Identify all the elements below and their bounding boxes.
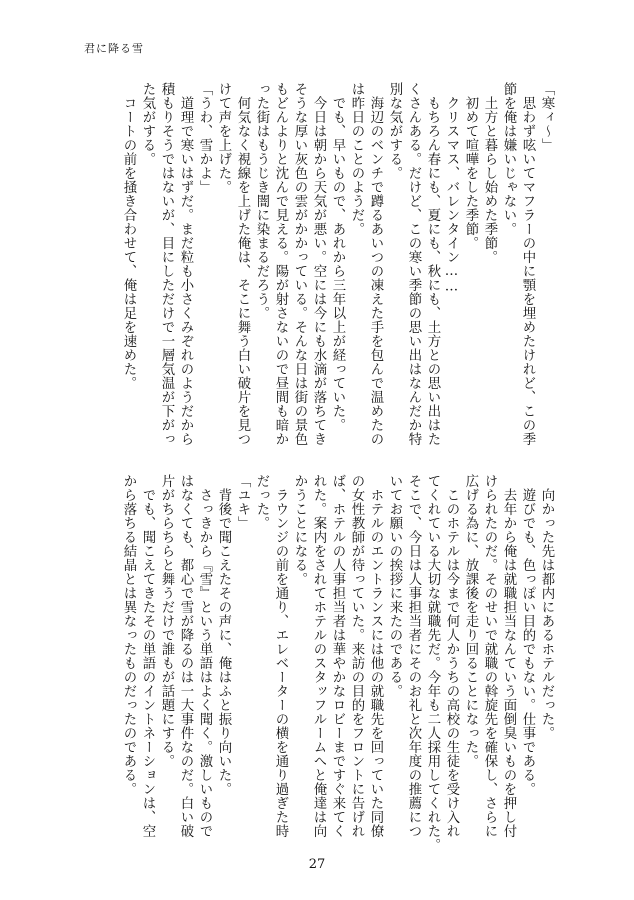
text-line: かうことになる。 [292,474,307,586]
text-line: そうな厚い灰色の雲がかかっている。そんな日は街の景色 [292,82,307,446]
text-line: はなくても、都心で雪が降るのは一大事件なのだ。白い破 [178,474,193,838]
text-line: 遊びでも、色っぽい目的でもない。仕事である。 [520,474,535,796]
text-line: そこで、今日は人事担当者にそのお礼と次年度の推薦につ [406,474,421,838]
text-line: 去年から俺は就職担当なんていう面倒臭いものを押し付 [501,474,516,838]
text-line: 思わず呟いてマフラーの中に顎を埋めたけれど、この季 [520,82,535,446]
text-line: でも、早いもので、あれから三年以上が経っていた。 [330,82,345,432]
text-line: 海辺のベンチで蹲るあいつの凍えた手を包んで温めたの [368,82,383,446]
text-line: 背後で聞こえたその声に、俺はふと振り向いた。 [216,474,231,796]
text-line: さっきから『雪』という単語はよく聞く。激しいもので [197,474,212,838]
text-line: の女性教師が待っていた。来訪の目的をフロントに告げれ [349,474,364,838]
text-line: った街はもうじき闇に染まるだろう。 [254,82,269,320]
text-line: 土方と暮らし始めた季節。 [482,82,497,264]
text-line: ば、ホテルの人事担当者は華やかなロビーまですぐ来てく [330,474,345,838]
text-line: 向かった先は都内にあるホテルだった。 [539,474,554,740]
text-line: れた。案内をされてホテルのスタッフルームへと俺達は向 [311,474,326,838]
text-line: 別な気がする。 [387,82,402,180]
text-line: もどんよりと沈んで見える。陽が射さないので昼間も暗か [273,82,288,446]
running-title: 君に降る雪 [84,42,144,55]
text-line: コートの前を掻き合わせて、俺は足を速めた。 [121,82,136,390]
text-line: もちろん春にも、夏にも、秋にも、土方との思い出はた [425,82,440,446]
text-line: 広げる為に、放課後を走り回ることになった。 [463,474,478,768]
text-line: くさんある。だけど、この寒い季節の思い出はなんだか特 [406,82,421,446]
text-line: けて声を上げた。 [216,82,231,194]
text-line: ラウンジの前を通り、エレベーターの横を通り過ぎた時 [273,474,288,838]
upper-text-block [119,82,556,446]
text-line: 「うわ、雪かよ」 [197,82,212,194]
text-line: 「寒ィ〜」 [539,82,554,152]
text-line: てくれている大切な就職先だ。今年も二人採用してくれた。 [425,474,440,852]
text-line: は昨日のことのようだ。 [349,82,364,236]
text-line: 節を俺は嫌いじゃない。 [501,82,516,236]
text-line: 今日は朝から天気が悪い。空には今にも水滴が落ちてき [311,82,326,446]
lower-text-block [119,474,556,852]
text-line: た気がする。 [140,82,155,166]
text-line: 道理で寒いはずだ。まだ粒も小さくみぞれのようだから [178,82,193,446]
text-line: ホテルのエントランスには他の就職先を回っていた同僚 [368,474,383,838]
text-line: 「ユキ」 [235,474,250,530]
text-line: 積もりそうではないが、目にしただけで一層気温が下がっ [159,82,174,446]
text-line: 初めて喧嘩をした季節。 [463,82,478,250]
text-line: でも、聞こえてきたその単語のイントネーションは、空 [140,474,155,838]
text-line: 片がちらちらと舞うだけで誰もが話題にする。 [159,474,174,768]
text-line: このホテルは今まで何人かうちの高校の生徒を受け入れ [444,474,459,838]
text-line: から落ちる結晶とは異なったものだったのである。 [121,474,136,796]
text-line: 何気なく視線を上げた俺は、そこに舞う白い破片を見つ [235,82,250,446]
page-number: 27 [308,857,326,872]
text-line: けられたのだ。そのせいで就職の斡旋先を確保し、さらに [482,474,497,838]
text-line: クリスマス、バレンタイン…… [444,82,459,296]
text-line: いてお願いの挨拶に来たのである。 [387,474,402,698]
text-line: だった。 [254,474,269,530]
